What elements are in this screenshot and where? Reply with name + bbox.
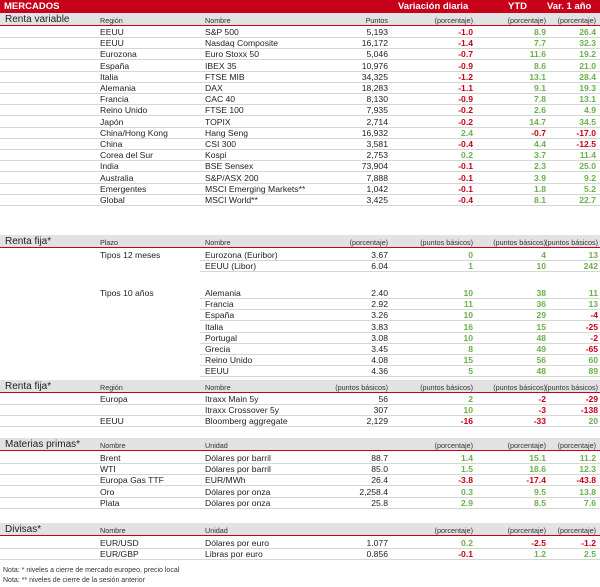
index-name-cell: S&P/ASX 200 <box>205 172 259 183</box>
ytd-cell: 8.6 <box>534 60 546 71</box>
ytd-cell: 2.3 <box>534 161 546 172</box>
region-cell: Francia <box>100 94 129 105</box>
region-cell: Reino Unido <box>100 105 148 116</box>
ytd-cell: -2 <box>538 394 546 404</box>
unit-cell: Dólares por euro <box>205 538 270 548</box>
level-cell: 2,129 <box>366 416 388 427</box>
header-ytd: YTD <box>508 1 527 12</box>
unit-cell: Dólares por barril <box>205 453 271 463</box>
ytd-cell: 48 <box>536 332 546 343</box>
ytd-cell: 1.8 <box>534 183 546 194</box>
table-row <box>0 394 600 405</box>
one-year-cell: 34.5 <box>579 116 596 127</box>
one-year-cell: 4.9 <box>584 105 596 116</box>
ytd-cell: 8.9 <box>534 27 546 37</box>
table-row <box>0 49 600 60</box>
daily-change-cell: 2 <box>468 394 473 404</box>
column-header: (porcentaje) <box>434 16 473 25</box>
region-cell: Italia <box>100 71 119 82</box>
column-header: (porcentaje) <box>557 526 596 535</box>
one-year-cell: -2 <box>590 332 598 343</box>
region-cell: Japón <box>100 116 124 127</box>
ytd-cell: -0.7 <box>531 127 546 138</box>
ytd-cell: 8.1 <box>534 195 546 205</box>
unit-cell: Libras por euro <box>205 549 263 560</box>
name-cell: Portugal <box>205 332 238 343</box>
name-cell: Reino Unido <box>205 355 253 366</box>
one-year-cell: 20 <box>588 416 598 427</box>
region-cell: Australia <box>100 172 134 183</box>
index-name-cell: Itraxx Crossover 5y <box>205 405 280 416</box>
index-name-cell: S&P 500 <box>205 27 239 37</box>
points-cell: 5,046 <box>366 49 388 60</box>
section-title: Renta fija* <box>5 236 52 247</box>
table-row <box>0 184 600 195</box>
one-year-cell: 22.7 <box>579 195 596 205</box>
column-header: Unidad <box>205 526 228 535</box>
one-year-cell: 19.2 <box>579 49 596 60</box>
one-year-cell: -17.0 <box>576 127 596 138</box>
table-row <box>200 344 600 355</box>
name-cell: España <box>205 310 235 321</box>
daily-change-cell: -1.1 <box>458 83 473 93</box>
ytd-cell: 2.6 <box>534 105 546 116</box>
daily-change-cell: -0.1 <box>458 549 473 560</box>
column-header: (puntos básicos) <box>335 383 388 392</box>
one-year-cell: 11.2 <box>579 453 596 463</box>
table-row <box>200 299 600 310</box>
ytd-cell: 29 <box>536 310 546 321</box>
daily-change-cell: 11 <box>463 299 473 310</box>
level-cell: 2,258.4 <box>359 486 388 497</box>
table-row <box>0 83 600 94</box>
points-cell: 1,042 <box>366 183 388 194</box>
index-name-cell: Itraxx Main 5y <box>205 394 259 404</box>
footnote-1: Nota: * niveles a cierre de mercado europeo, precio local <box>3 567 180 574</box>
one-year-cell: -138 <box>580 405 598 416</box>
group-label: Tipos 10 años <box>100 288 154 298</box>
points-cell: 16,172 <box>361 38 388 49</box>
region-cell: Emergentes <box>100 183 147 194</box>
daily-change-cell: 8 <box>468 344 473 354</box>
header-daily-change: Variación diaria <box>398 1 469 12</box>
unit-cell: Dólares por barril <box>205 464 271 475</box>
table-row <box>0 72 600 83</box>
one-year-cell: 28.4 <box>579 71 596 82</box>
table-row <box>200 288 600 299</box>
daily-change-cell: 0.3 <box>461 486 473 497</box>
ytd-cell: 4 <box>541 250 546 260</box>
ytd-cell: 7.7 <box>534 38 546 49</box>
group-label: Tipos 12 meses <box>100 250 161 260</box>
index-name-cell: Nasdaq Composite <box>205 38 279 49</box>
column-header: Nombre <box>100 441 126 450</box>
daily-change-cell: -0.9 <box>458 94 473 105</box>
table-row <box>0 538 600 549</box>
one-year-cell: 7.6 <box>584 497 596 508</box>
daily-change-cell: -1.2 <box>458 71 473 82</box>
table-row <box>200 322 600 333</box>
column-header: (porcentaje) <box>557 441 596 450</box>
ytd-cell: 56 <box>536 355 546 366</box>
column-header: (porcentaje) <box>349 238 388 247</box>
index-name-cell: BSE Sensex <box>205 161 254 172</box>
one-year-cell: 11 <box>588 288 598 298</box>
one-year-cell: 89 <box>588 366 598 377</box>
name-cell: Europa Gas TTF <box>100 475 164 486</box>
column-header: (porcentaje) <box>507 441 546 450</box>
region-cell: EEUU <box>100 38 124 49</box>
ytd-cell: 10 <box>536 261 546 272</box>
ytd-cell: 11.6 <box>529 49 546 60</box>
daily-change-cell: 2.4 <box>461 127 473 138</box>
ytd-cell: 4.4 <box>534 139 546 149</box>
ytd-cell: 3.9 <box>534 172 546 183</box>
table-row <box>0 173 600 184</box>
name-cell: WTI <box>100 464 116 475</box>
level-cell: 2.40 <box>371 288 388 298</box>
one-year-cell: -25 <box>585 321 598 332</box>
ytd-cell: 14.7 <box>529 116 546 127</box>
section-title: Divisas* <box>5 524 42 535</box>
one-year-cell: 9.2 <box>584 172 596 183</box>
name-cell: EUR/USD <box>100 538 139 548</box>
region-cell: China <box>100 139 123 149</box>
column-header: Nombre <box>205 383 231 392</box>
table-row <box>0 161 600 172</box>
column-header: (puntos básicos) <box>420 238 473 247</box>
one-year-cell: 13 <box>588 250 598 260</box>
column-header: (porcentaje) <box>434 526 473 535</box>
section-header-materias-primas <box>0 438 600 451</box>
level-cell: 85.0 <box>371 464 388 475</box>
name-cell: Alemania <box>205 288 241 298</box>
name-cell: Grecia <box>205 344 231 354</box>
table-row <box>0 38 600 49</box>
points-cell: 10,976 <box>361 60 388 71</box>
daily-change-cell: 15 <box>463 355 473 366</box>
name-cell: Plata <box>100 497 120 508</box>
one-year-cell: 32.3 <box>579 38 596 49</box>
level-cell: 0.856 <box>366 549 388 560</box>
daily-change-cell: -0.4 <box>458 195 473 205</box>
points-cell: 2,753 <box>366 150 388 161</box>
column-header: Nombre <box>100 526 126 535</box>
table-row <box>0 117 600 128</box>
daily-change-cell: -0.1 <box>458 183 473 194</box>
level-cell: 56 <box>378 394 388 404</box>
daily-change-cell: 1.5 <box>461 464 473 475</box>
column-header: (porcentaje) <box>557 16 596 25</box>
column-header: (porcentaje) <box>434 441 473 450</box>
points-cell: 3,581 <box>366 139 388 149</box>
index-name-cell: FTSE 100 <box>205 105 244 116</box>
section-title: Materias primas* <box>5 439 81 450</box>
region-cell: China/Hong Kong <box>100 127 168 138</box>
daily-change-cell: -0.1 <box>458 172 473 183</box>
table-row <box>0 61 600 72</box>
name-cell: Italia <box>205 321 224 332</box>
table-row <box>0 150 600 161</box>
level-cell: 6.04 <box>371 261 388 272</box>
table-row <box>200 250 600 261</box>
name-cell: Oro <box>100 486 115 497</box>
section-header-renta-fija-rates <box>0 235 600 248</box>
table-row <box>0 405 600 416</box>
table-row <box>0 27 600 38</box>
table-row <box>0 128 600 139</box>
table-row <box>200 355 600 366</box>
table-row <box>0 105 600 116</box>
one-year-cell: 26.4 <box>579 27 596 37</box>
level-cell: 2.92 <box>371 299 388 310</box>
index-name-cell: Bloomberg aggregate <box>205 416 288 427</box>
table-row <box>0 475 600 486</box>
ytd-cell: 15.1 <box>529 453 546 463</box>
region-cell: Eurozona <box>100 49 137 60</box>
table-row <box>0 453 600 464</box>
index-name-cell: DAX <box>205 83 223 93</box>
column-header: Región <box>100 383 123 392</box>
one-year-cell: 19.3 <box>579 83 596 93</box>
level-cell: 3.67 <box>371 250 388 260</box>
column-header: (puntos básicos) <box>493 383 546 392</box>
header-title: MERCADOS <box>4 1 60 12</box>
daily-change-cell: 0.2 <box>461 150 473 161</box>
level-cell: 3.08 <box>371 332 388 343</box>
column-header: (puntos básicos) <box>545 383 598 392</box>
daily-change-cell: -1.0 <box>458 27 473 37</box>
one-year-cell: -4 <box>590 310 598 321</box>
ytd-cell: -17.4 <box>526 475 546 486</box>
table-row <box>0 195 600 206</box>
one-year-cell: -1.2 <box>581 538 596 548</box>
section-header-divisas <box>0 523 600 536</box>
table-row <box>0 487 600 498</box>
name-cell: Francia <box>205 299 234 310</box>
level-cell: 1.077 <box>366 538 388 548</box>
column-header: Unidad <box>205 441 228 450</box>
one-year-cell: 13.1 <box>579 94 596 105</box>
ytd-cell: -33 <box>533 416 546 427</box>
region-cell: EEUU <box>100 416 124 427</box>
column-header: Región <box>100 16 123 25</box>
table-row <box>200 366 600 377</box>
index-name-cell: FTSE MIB <box>205 71 245 82</box>
ytd-cell: 36 <box>536 299 546 310</box>
name-cell: EUR/GBP <box>100 549 139 560</box>
table-row <box>0 464 600 475</box>
index-name-cell: TOPIX <box>205 116 231 127</box>
ytd-cell: 13.1 <box>529 71 546 82</box>
daily-change-cell: 0.2 <box>461 538 473 548</box>
daily-change-cell: -0.4 <box>458 139 473 149</box>
index-name-cell: CSI 300 <box>205 139 237 149</box>
one-year-cell: 25.0 <box>579 161 596 172</box>
column-header: Nombre <box>205 16 231 25</box>
ytd-cell: 49 <box>536 344 546 354</box>
one-year-cell: 60 <box>588 355 598 366</box>
table-row <box>200 261 600 272</box>
region-cell: Europa <box>100 394 128 404</box>
daily-change-cell: -0.1 <box>458 161 473 172</box>
points-cell: 8,130 <box>366 94 388 105</box>
one-year-cell: 242 <box>583 261 598 272</box>
points-cell: 7,888 <box>366 172 388 183</box>
daily-change-cell: 16 <box>463 321 473 332</box>
points-cell: 18,283 <box>361 83 388 93</box>
one-year-cell: 2.5 <box>584 549 596 560</box>
daily-change-cell: 10 <box>463 332 473 343</box>
daily-change-cell: 10 <box>463 288 473 298</box>
level-cell: 4.08 <box>371 355 388 366</box>
ytd-cell: -2.5 <box>531 538 546 548</box>
points-cell: 2,714 <box>366 116 388 127</box>
column-header: (puntos básicos) <box>420 383 473 392</box>
name-cell: EEUU (Libor) <box>205 261 257 272</box>
index-name-cell: IBEX 35 <box>205 60 237 71</box>
daily-change-cell: -1.4 <box>458 38 473 49</box>
section-header-renta-variable <box>0 13 600 26</box>
daily-change-cell: 1.4 <box>461 453 473 463</box>
points-cell: 5,193 <box>366 27 388 37</box>
ytd-cell: 9.5 <box>534 486 546 497</box>
index-name-cell: CAC 40 <box>205 94 236 105</box>
table-row <box>0 549 600 560</box>
daily-change-cell: 0 <box>468 250 473 260</box>
column-header: Plazo <box>100 238 118 247</box>
region-cell: España <box>100 60 130 71</box>
column-header: (puntos básicos) <box>545 238 598 247</box>
ytd-cell: 7.8 <box>534 94 546 105</box>
table-row <box>0 498 600 509</box>
level-cell: 3.26 <box>371 310 388 321</box>
ytd-cell: 15 <box>536 321 546 332</box>
level-cell: 4.36 <box>371 366 388 377</box>
ytd-cell: 9.1 <box>534 83 546 93</box>
one-year-cell: -29 <box>585 394 598 404</box>
daily-change-cell: -0.7 <box>458 49 473 60</box>
index-name-cell: MSCI World** <box>205 195 258 205</box>
column-header: Nombre <box>205 238 231 247</box>
ytd-cell: 1.2 <box>534 549 546 560</box>
table-row <box>0 416 600 427</box>
daily-change-cell: 1 <box>468 261 473 272</box>
daily-change-cell: -3.8 <box>458 475 473 486</box>
one-year-cell: 12.3 <box>579 464 596 475</box>
daily-change-cell: -0.9 <box>458 60 473 71</box>
index-name-cell: Kospi <box>205 150 227 161</box>
section-header-renta-fija-credit <box>0 380 600 393</box>
level-cell: 307 <box>373 405 388 416</box>
column-header: (porcentaje) <box>507 526 546 535</box>
section-title: Renta fija* <box>5 381 52 392</box>
ytd-cell: 3.7 <box>534 150 546 161</box>
column-header: Puntos <box>365 16 388 25</box>
region-cell: EEUU <box>100 27 124 37</box>
daily-change-cell: 2.9 <box>461 497 473 508</box>
daily-change-cell: 5 <box>468 366 473 377</box>
level-cell: 3.83 <box>371 321 388 332</box>
ytd-cell: 18.6 <box>529 464 546 475</box>
name-cell: Brent <box>100 453 121 463</box>
daily-change-cell: 10 <box>463 310 473 321</box>
one-year-cell: 13 <box>588 299 598 310</box>
ytd-cell: 8.5 <box>534 497 546 508</box>
one-year-cell: -43.8 <box>576 475 596 486</box>
index-name-cell: Hang Seng <box>205 127 249 138</box>
column-header: (porcentaje) <box>507 16 546 25</box>
column-header: (puntos básicos) <box>493 238 546 247</box>
index-name-cell: Euro Stoxx 50 <box>205 49 259 60</box>
points-cell: 73,904 <box>361 161 388 172</box>
one-year-cell: 13.8 <box>579 486 596 497</box>
level-cell: 26.4 <box>371 475 388 486</box>
daily-change-cell: -16 <box>460 416 473 427</box>
one-year-cell: 5.2 <box>584 183 596 194</box>
table-row <box>0 139 600 150</box>
name-cell: EEUU <box>205 366 229 377</box>
daily-change-cell: -0.2 <box>458 105 473 116</box>
daily-change-cell: -0.2 <box>458 116 473 127</box>
daily-change-cell: 10 <box>463 405 473 416</box>
footnote-2: Nota: ** niveles de cierre de la sesión anterior <box>3 577 146 584</box>
section-title: Renta variable <box>5 14 70 25</box>
one-year-cell: -12.5 <box>576 139 596 149</box>
region-cell: Global <box>100 195 125 205</box>
unit-cell: Dólares por onza <box>205 486 271 497</box>
one-year-cell: -65 <box>585 344 598 354</box>
unit-cell: Dólares por onza <box>205 497 271 508</box>
header-one-year: Var. 1 año <box>547 1 592 12</box>
level-cell: 3.45 <box>371 344 388 354</box>
index-name-cell: MSCI Emerging Markets** <box>205 183 306 194</box>
region-cell: Alemania <box>100 83 136 93</box>
ytd-cell: -3 <box>538 405 546 416</box>
unit-cell: EUR/MWh <box>205 475 246 486</box>
points-cell: 16,932 <box>361 127 388 138</box>
points-cell: 34,325 <box>361 71 388 82</box>
name-cell: Eurozona (Euribor) <box>205 250 278 260</box>
points-cell: 7,935 <box>366 105 388 116</box>
table-row <box>200 333 600 344</box>
markets-header <box>0 0 600 13</box>
level-cell: 88.7 <box>371 453 388 463</box>
level-cell: 25.8 <box>371 497 388 508</box>
region-cell: India <box>100 161 119 172</box>
one-year-cell: 11.4 <box>579 150 596 161</box>
table-row <box>200 310 600 321</box>
one-year-cell: 21.0 <box>579 60 596 71</box>
ytd-cell: 38 <box>536 288 546 298</box>
table-row <box>0 94 600 105</box>
ytd-cell: 48 <box>536 366 546 377</box>
region-cell: Corea del Sur <box>100 150 154 161</box>
points-cell: 3,425 <box>366 195 388 205</box>
